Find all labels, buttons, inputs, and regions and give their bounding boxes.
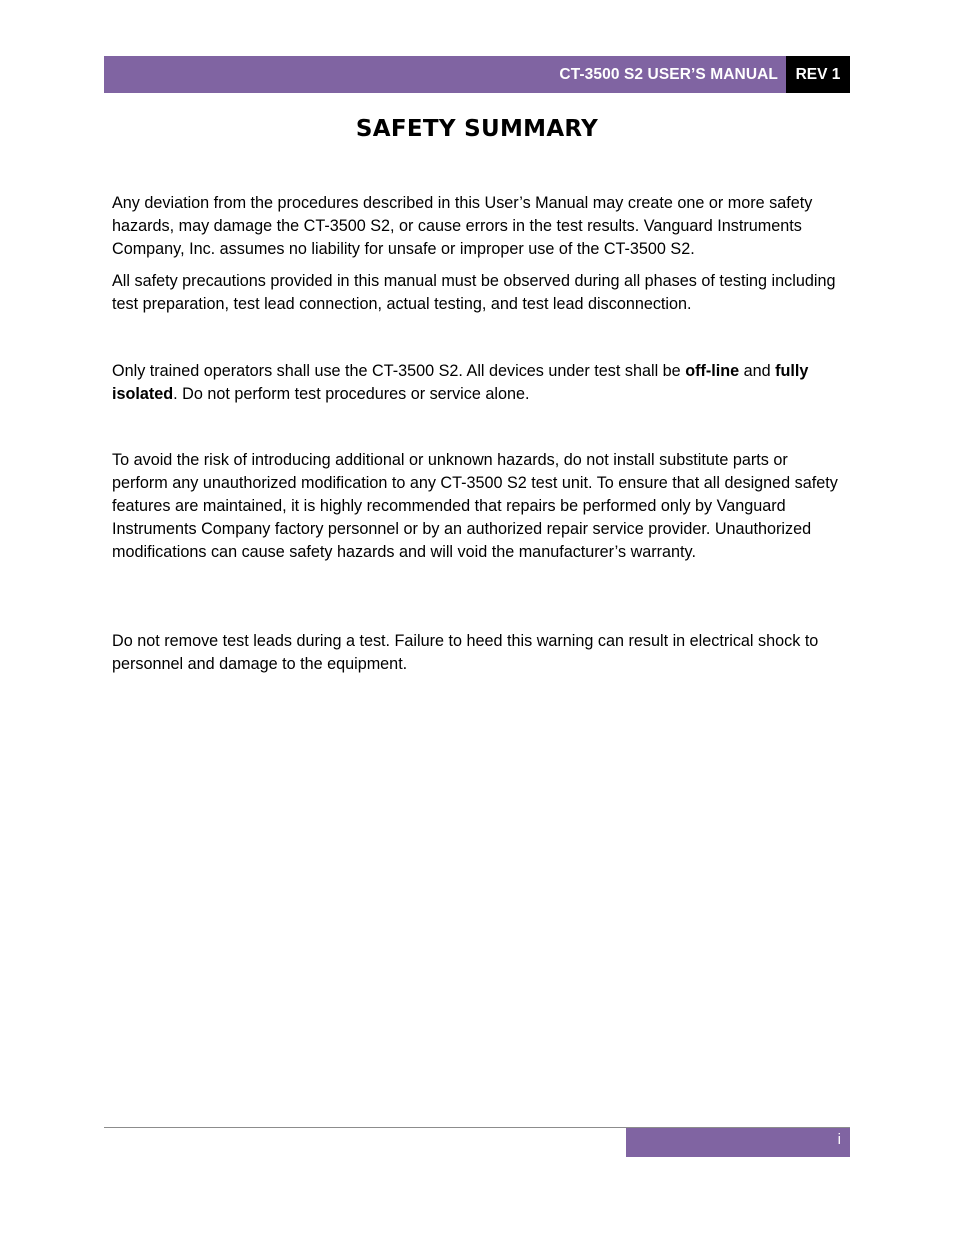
paragraph-test-leads-warning: Do not remove test leads during a test. Failure to heed this warning can result in electrical shock to personnel and damage to the equipment. — [112, 632, 819, 673]
paragraph-trained-operators — [112, 360, 847, 406]
paragraph-text: . Do not perform test procedures or service alone. — [173, 385, 530, 403]
paragraph-text: and — [739, 362, 776, 380]
page-number: i — [837, 1131, 841, 1148]
revision-badge: REV 1 — [786, 56, 850, 93]
paragraph-unauthorized-modifications: To avoid the risk of introducing additional or unknown hazards, do not install substitute parts or perform any unauthorized modification to any CT-3500 S2 test unit. To ensure that all designed safety features are maintained, it is highly recommended that repairs be performed only by Vanguard Instruments Company factory personnel or by an authorized repair service provider. Unauthorized modifications can cause safety hazards and will void the manufacturer’s warranty. — [112, 451, 838, 561]
header-bar — [104, 56, 850, 93]
page-title: SAFETY SUMMARY — [355, 116, 599, 142]
paragraph-deviation-warning: Any deviation from the procedures described in this User’s Manual may create one or more safety hazards, may damage the CT-3500 S2, or cause errors in the test results. Vanguard Instruments Company, Inc. assumes no liability for unsafe or improper use of the CT-3500 S2. — [112, 194, 813, 258]
bold-term-fully-isolated: fully isolated — [112, 362, 809, 403]
bold-term-off-line: off-line — [685, 362, 740, 380]
manual-title: CT-3500 S2 USER’S MANUAL — [559, 66, 778, 83]
paragraph-safety-precautions: All safety precautions provided in this manual must be observed during all phases of testing including test preparation, test lead connection, actual testing, and test lead disconnection. — [112, 272, 836, 313]
footer-bar — [626, 1128, 850, 1157]
paragraph-text: Only trained operators shall use the CT-3500 S2. All devices under test shall be — [112, 362, 686, 380]
